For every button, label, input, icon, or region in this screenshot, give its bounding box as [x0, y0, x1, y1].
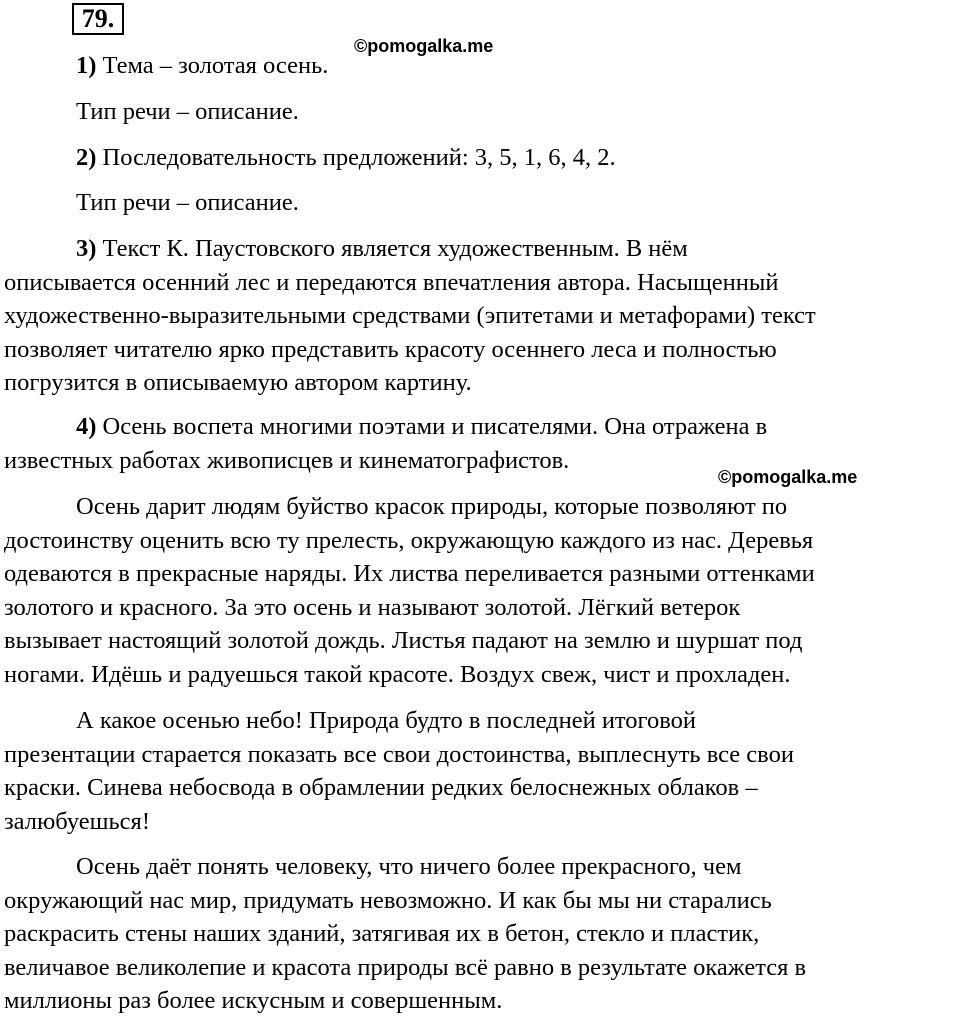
- watermark-top: ©pomogalka.me: [354, 36, 494, 56]
- essay-line: золотого и красного. За это осень и называют золотой. Лёгкий ветерок: [4, 593, 741, 621]
- essay-line: достоинству оценить всю ту прелесть, окружающую каждого из нас. Деревья: [4, 526, 814, 554]
- essay-line: окружающий нас мир, придумать невозможно. И как бы мы ни старались: [4, 886, 772, 914]
- item-4-line: известных работах живописцев и кинематографистов.: [4, 446, 570, 474]
- essay-line: краски. Синева небосвода в обрамлении редких белоснежных облаков –: [4, 774, 758, 801]
- essay-line: залюбуешься!: [4, 807, 150, 835]
- item-4-number: 4): [76, 413, 97, 440]
- item-1-number: 1): [76, 52, 97, 79]
- essay-line: одеваются в прекрасные наряды. Их листва переливается разными оттенками: [4, 560, 815, 587]
- essay-line: раскрасить стены наших зданий, затягивая их в бетон, стекло и пластик,: [4, 920, 760, 947]
- item-3-line: описывается осенний лес и передаются впечатления автора. Насыщенный: [4, 268, 779, 296]
- essay-line: А какое осенью небо! Природа будто в последней итоговой: [76, 707, 697, 734]
- essay-line: презентации старается показать все свои достоинства, выплеснуть все свои: [4, 740, 794, 768]
- item-3-line: погрузится в описываемую автором картину.: [4, 369, 472, 396]
- essay-line: ногами. Идёшь и радуешься такой красоте. Воздух свеж, чист и прохладен.: [4, 660, 791, 688]
- item-3-line: позволяет читателю ярко представить красоту осеннего леса и полностью: [4, 335, 777, 363]
- item-2-speech-type: [4, 186, 960, 220]
- item-3-paragraph: [4, 232, 960, 400]
- essay-line: Осень даёт понять человеку, что ничего более прекрасного, чем: [76, 853, 742, 880]
- item-1-text: Тема – золотая осень.: [96, 52, 329, 79]
- exercise-number-box: 79.: [72, 3, 124, 35]
- item-1-speech-text: Тип речи – описание.: [76, 98, 299, 125]
- item-3-number: 3): [76, 235, 97, 262]
- item-1-speech-type: [4, 95, 960, 129]
- essay-line: Осень дарит людям буйство красок природы, которые позволяют по: [76, 493, 788, 520]
- item-2-number: 2): [76, 144, 97, 171]
- item-3-line: художественно-выразительными средствами (эпитетами и метафорами) текст: [4, 302, 816, 329]
- item-3-line: Текст К. Паустовского является художественным. В нём: [96, 235, 688, 262]
- item-2-sequence: [4, 141, 960, 175]
- item-4-paragraph: [4, 410, 960, 477]
- item-1-theme: [4, 49, 960, 83]
- essay-line: величавое великолепие и красота природы всё равно в результате окажется в: [4, 953, 807, 981]
- item-2-speech-text: Тип речи – описание.: [76, 189, 299, 216]
- essay-paragraph-3: [4, 850, 960, 1018]
- item-4-line: Осень воспета многими поэтами и писателями. Она отражена в: [96, 413, 768, 440]
- item-2-text: Последовательность предложений: 3, 5, 1, 6, 4, 2.: [96, 144, 616, 171]
- watermark-middle: ©pomogalka.me: [718, 467, 858, 487]
- essay-paragraph-1: [4, 490, 960, 691]
- essay-paragraph-2: [4, 704, 960, 838]
- essay-line: вызывает настоящий золотой дождь. Листья падают на землю и шуршат под: [4, 627, 803, 654]
- essay-line: миллионы раз более искусным и совершенным.: [4, 987, 503, 1014]
